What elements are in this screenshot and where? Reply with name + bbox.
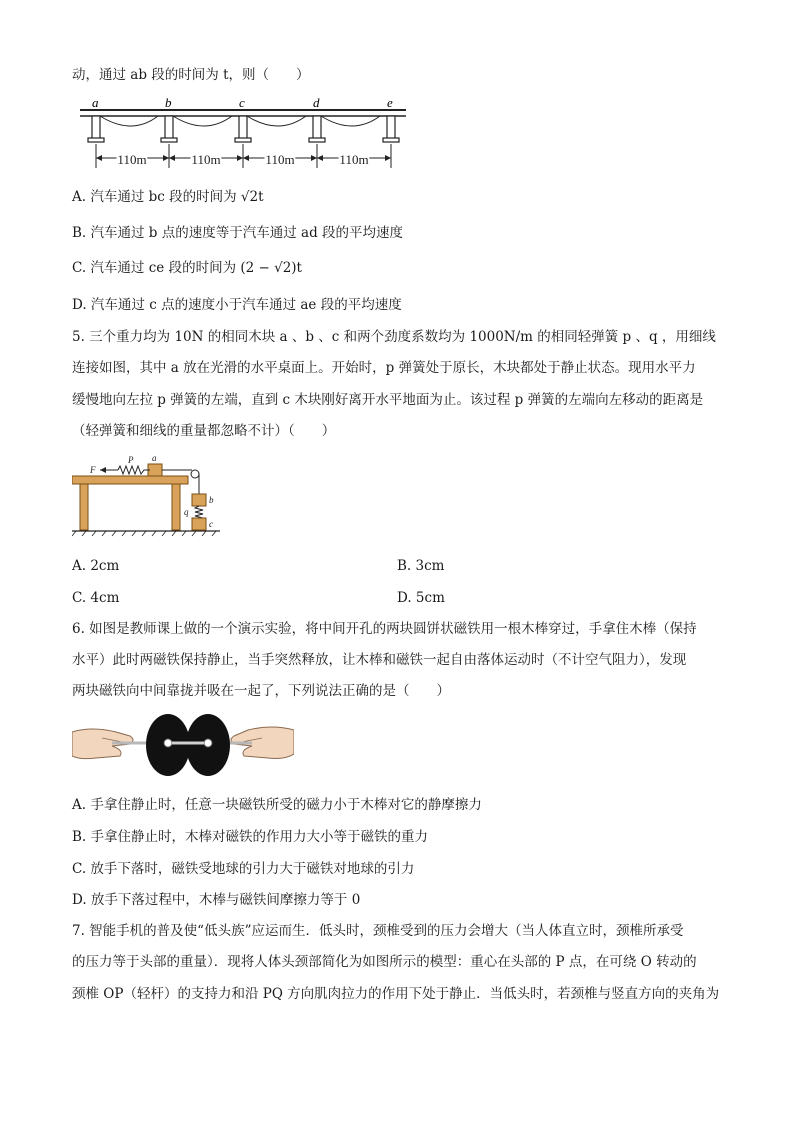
q5-stem-line-3: 缓慢地向左拉 p 弹簧的左端，直到 c 木块刚好离开水平地面为止。该过程 p 弹簧的左端向左移动的距离是: [72, 392, 704, 408]
q5-stem-line-2: 连接如图，其中 a 放在光滑的水平桌面上。开始时，p 弹簧处于原长，木块都处于静止状态。现用水平力: [72, 360, 696, 376]
label-block-b: b: [209, 495, 214, 505]
q6-option-a: A. 手拿住静止时，任意一块磁铁所受的磁力小于木棒对它的静摩擦力: [72, 797, 482, 813]
bridge-label-a: a: [92, 95, 99, 110]
bridge-label-e: e: [387, 95, 393, 110]
bridge-figure: [72, 92, 412, 176]
magnet-demo-figure: [72, 712, 294, 780]
q4-option-d: D. 汽车通过 c 点的速度小于汽车通过 ae 段的平均速度: [72, 297, 402, 313]
q5-option-b: B. 3cm: [397, 558, 445, 574]
q4-option-c: C. 汽车通过 ce 段的时间为 (2 − √2)t: [72, 260, 302, 276]
spring-table-figure: [72, 452, 222, 538]
bridge-label-d: d: [313, 95, 320, 110]
q5-option-d: D. 5cm: [397, 590, 445, 606]
q6-option-b: B. 手拿住静止时，木棒对磁铁的作用力大小等于磁铁的重力: [72, 829, 429, 845]
segment-label-de: 110m: [339, 152, 369, 167]
q5-stem-line-1: 5. 三个重力均为 10N 的相同木块 a 、b 、c 和两个劲度系数均为 1000N/m 的相同轻弹簧 p 、q ，用细线: [72, 329, 716, 345]
bridge-label-b: b: [165, 95, 172, 110]
label-spring-q: q: [184, 507, 189, 517]
q7-stem-line-1: 7. 智能手机的普及使“低头族”应运而生．低头时，颈椎受到的压力会增大（当人体直立时，颈椎所承受: [72, 923, 684, 939]
q4-option-a: A. 汽车通过 bc 段的时间为 √2t: [72, 189, 264, 205]
q4-option-b: B. 汽车通过 b 点的速度等于汽车通过 ad 段的平均速度: [72, 225, 403, 241]
q6-stem-line-2: 水平）此时两磁铁保持静止，当手突然释放，让木棒和磁铁一起自由落体运动时（不计空气阻力），发现: [72, 652, 687, 668]
q5-option-a: A. 2cm: [72, 558, 120, 574]
label-block-a: a: [152, 453, 157, 463]
segment-label-cd: 110m: [265, 152, 295, 167]
segment-label-bc: 110m: [191, 152, 221, 167]
label-spring-p: P: [128, 455, 134, 465]
label-force-f: F: [90, 465, 96, 475]
segment-label-ab: 110m: [117, 152, 147, 167]
q5-stem-line-4: （轻弹簧和细线的重量都忽略不计）（ ）: [72, 423, 336, 439]
q4-stem-tail: 动，通过 ab 段的时间为 t，则（ ）: [72, 67, 310, 83]
q5-option-c: C. 4cm: [72, 590, 120, 606]
q6-option-d: D. 放手下落过程中，木棒与磁铁间摩擦力等于 0: [72, 892, 361, 908]
bridge-label-c: c: [239, 95, 245, 110]
q6-stem-line-3: 两块磁铁向中间靠拢并吸在一起了，下列说法正确的是（ ）: [72, 683, 450, 699]
q6-option-c: C. 放手下落时，磁铁受地球的引力大于磁铁对地球的引力: [72, 861, 415, 877]
q7-stem-line-2: 的压力等于头部的重量）．现将人体头颈部简化为如图所示的模型：重心在头部的 P 点，在可绕 O 转动的: [72, 954, 697, 970]
label-block-c: c: [209, 519, 213, 529]
q6-stem-line-1: 6. 如图是教师课上做的一个演示实验，将中间开孔的两块圆饼状磁铁用一根木棒穿过，手拿住木棒（保持: [72, 621, 697, 637]
q7-stem-line-3: 颈椎 OP（轻杆）的支持力和沿 PQ 方向肌肉拉力的作用下处于静止．当低头时，若颈椎与竖直方向的夹角为: [72, 986, 720, 1002]
